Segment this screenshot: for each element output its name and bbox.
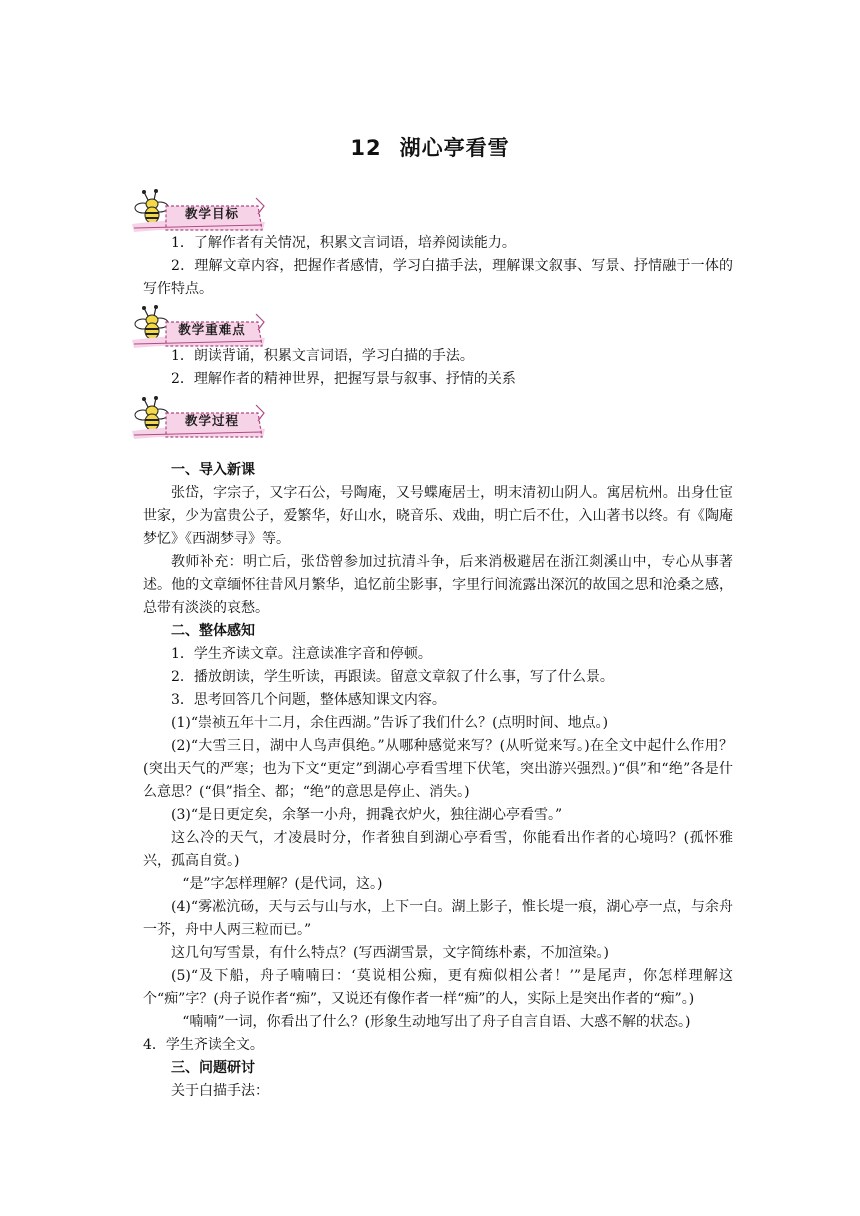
list-item: 1．了解作者有关情况，积累文言词语，培养阅读能力。 <box>171 235 516 251</box>
list-item: 2．理解文章内容，把握作者感情，学习白描手法，理解课文叙事、写景、抒情融于一体的写作特点。 <box>143 258 733 297</box>
badge-teaching-process <box>130 395 270 441</box>
badge-label: 教学过程 <box>184 413 239 428</box>
lesson-body <box>143 459 733 1103</box>
paragraph: 张岱，字宗子，又字石公，号陶庵，又号蝶庵居士，明末清初山阴人。寓居杭州。出身仕宦世家，少为富贵公子，爱繁华，好山水，晓音乐、戏曲，明亡后不仕，入山著书以终。有《陶庵梦忆》《西湖梦寻》等。 <box>143 485 733 547</box>
paragraph: (4)“雾凇沆砀，天与云与山与水，上下一白。湖上影子，惟长堤一痕，湖心亭一点，与余舟一芥，舟中人两三粒而已。” <box>143 899 733 938</box>
section-heading: 一、导入新课 <box>171 462 255 478</box>
paragraph: (2)“大雪三日，湖中人鸟声俱绝。”从哪种感觉来写？(从听觉来写。)在全文中起什么作用？(突出天气的严寒；也为下文“更定”到湖心亭看雪埋下伏笔，突出游兴强烈。)“俱”和“绝”各是什么意思？(“俱”指全、都；“绝”的意思是停止、消失。) <box>143 738 733 800</box>
badge-label: 教学重难点 <box>178 322 246 337</box>
badge-teaching-goals <box>130 188 270 234</box>
paragraph: (3)“是日更定矣，余拏一小舟，拥毳衣炉火，独往湖心亭看雪。” <box>171 807 563 823</box>
lesson-title: 湖心亭看雪 <box>399 136 510 160</box>
paragraph: 1．学生齐读文章。注意读准字音和停顿。 <box>171 646 432 662</box>
list-item: 1．朗读背诵，积累文言词语，学习白描的手法。 <box>171 348 474 364</box>
paragraph: “是”字怎样理解？(是代词，这。) <box>182 876 383 892</box>
paragraph: (5)“及下船，舟子喃喃曰：‘莫说相公痴，更有痴似相公者！’”是尾声，你怎样理解这个“痴”字？(舟子说作者“痴”，又说还有像作者一样“痴”的人，实际上是突出作者的“痴”。) <box>143 968 733 1007</box>
badge-key-points <box>130 304 270 350</box>
paragraph: (1)“崇祯五年十二月，余住西湖。”告诉了我们什么？(点明时间、地点。) <box>171 715 609 731</box>
page-title <box>0 132 860 162</box>
paragraph: 3．思考回答几个问题，整体感知课文内容。 <box>171 692 446 708</box>
paragraph: 这几句写雪景，有什么特点？(写西湖雪景，文字简练朴素，不加渲染。) <box>171 945 609 961</box>
paragraph: 4．学生齐读全文。 <box>143 1037 264 1053</box>
badge-label: 教学目标 <box>184 206 239 221</box>
goals-list <box>143 232 733 301</box>
paragraph: 教师补充：明亡后，张岱曾参加过抗清斗争，后来消极避居在浙江剡溪山中，专心从事著述。他的文章缅怀往昔风月繁华，追忆前尘影事，字里行间流露出深沉的故国之思和沧桑之感，总带有淡淡的哀愁。 <box>143 554 733 616</box>
paragraph: 2．播放朗读，学生听读，再跟读。留意文章叙了什么事，写了什么景。 <box>171 669 614 685</box>
lesson-number: 12 <box>350 136 382 160</box>
keypoints-list <box>143 345 733 391</box>
section-heading: 三、问题研讨 <box>171 1060 255 1076</box>
list-item: 2．理解作者的精神世界，把握写景与叙事、抒情的关系 <box>171 371 516 387</box>
paragraph: 关于白描手法： <box>171 1083 269 1099</box>
section-heading: 二、整体感知 <box>171 623 255 639</box>
paragraph: 这么冷的天气，才凌晨时分，作者独自到湖心亭看雪，你能看出作者的心境吗？(孤怀雅兴，孤高自赏。) <box>143 830 733 869</box>
paragraph: “喃喃”一词，你看出了什么？(形象生动地写出了舟子自言自语、大惑不解的状态。) <box>182 1014 691 1030</box>
